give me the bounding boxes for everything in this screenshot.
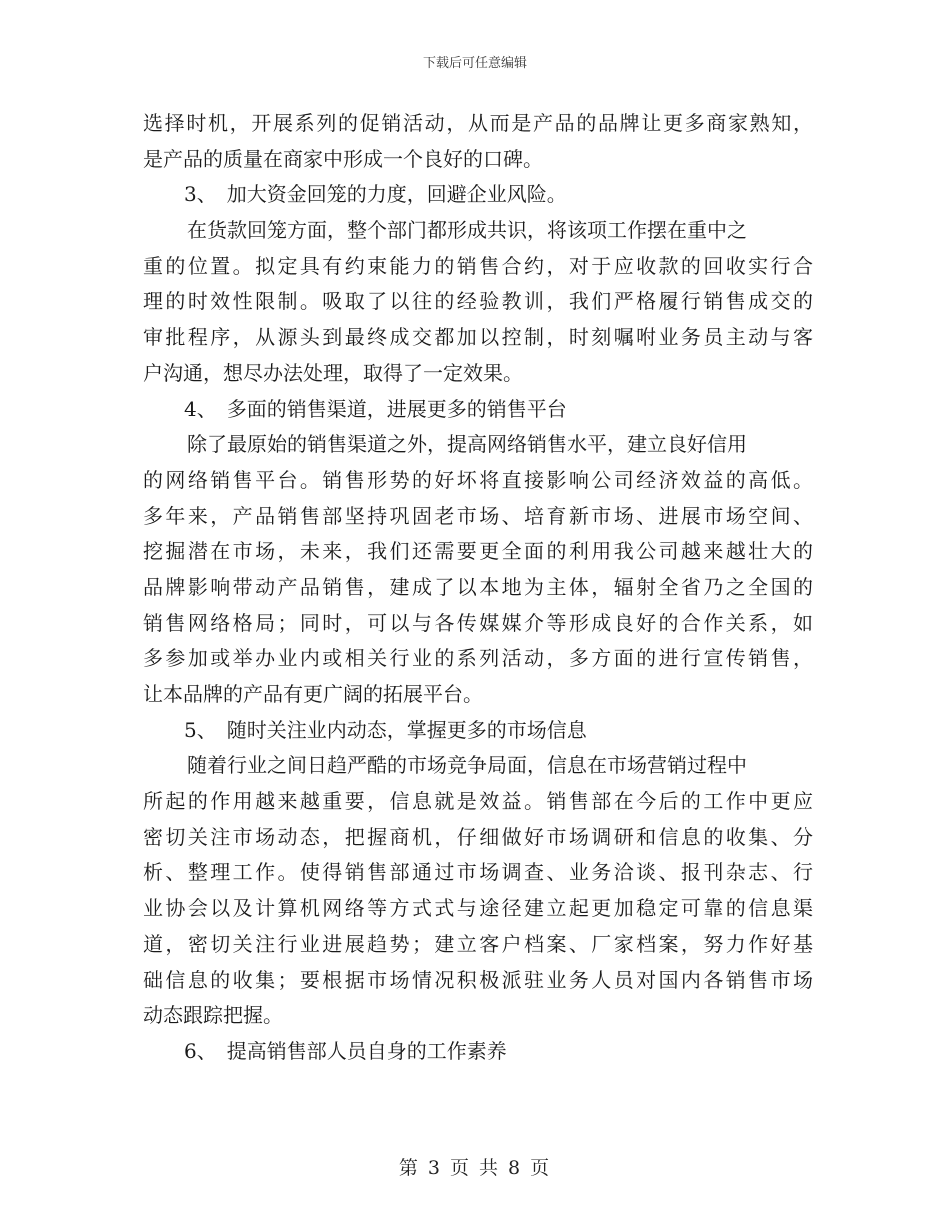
text-line: 多参加或举办业内或相关行业的系列活动，多方面的进行宣传销售， (143, 646, 813, 671)
document-body (143, 106, 813, 1070)
text-line: 在货款回笼方面，整个部门都形成共识，将该项工作摆在重中之 (187, 218, 747, 243)
text-line: 所起的作用越来越重要，信息就是效益。销售部在今后的工作中更应 (143, 789, 813, 814)
text-line: 挖掘潜在市场，未来，我们还需要更全面的利用我公司越来越壮大的 (143, 539, 813, 564)
text-line: 动态跟踪把握。 (143, 1003, 283, 1028)
text-line: 审批程序，从源头到最终成交都加以控制，时刻嘱咐业务员主动与客 (143, 325, 813, 350)
text-line: 道，密切关注行业进展趋势；建立客户档案、厂家档案，努力作好基 (143, 931, 813, 956)
text-line: 除了最原始的销售渠道之外，提高网络销售水平，建立良好信用 (187, 432, 747, 457)
text-line: 的网络销售平台。销售形势的好坏将直接影响公司经济效益的高低。 (143, 467, 813, 492)
page-footer: 第 3 页 共 8 页 (398, 1157, 552, 1179)
section-heading: 4、 多面的销售渠道，进展更多的销售平台 (184, 396, 567, 421)
text-line: 密切关注市场动态，把握商机，仔细做好市场调研和信息的收集、分 (143, 824, 813, 849)
text-line: 业协会以及计算机网络等方式式与途径建立起更加稳定可靠的信息渠 (143, 896, 813, 921)
text-line: 销售网络格局；同时，可以与各传媒媒介等形成良好的合作关系，如 (143, 610, 813, 635)
text-line: 选择时机，开展系列的促销活动，从而是产品的品牌让更多商家熟知， (143, 111, 813, 135)
page-header: 下载后可任意编辑 (422, 56, 527, 71)
text-line: 础信息的收集；要根据市场情况积极派驻业务人员对国内各销售市场 (143, 967, 813, 992)
text-line: 品牌影响带动产品销售，建成了以本地为主体，辐射全省乃之全国的 (143, 574, 813, 599)
text-line: 理的时效性限制。吸取了以往的经验教训，我们严格履行销售成交的 (143, 289, 813, 314)
text-line: 户沟通，想尽办法处理，取得了一定效果。 (143, 360, 523, 385)
text-line: 是产品的质量在商家中形成一个良好的口碑。 (143, 146, 543, 171)
section-heading: 5、 随时关注业内动态，掌握更多的市场信息 (184, 717, 587, 742)
section-heading: 6、 提高销售部人员自身的工作素养 (184, 1038, 507, 1063)
text-line: 多年来，产品销售部坚持巩固老市场、培育新市场、进展市场空间、 (143, 503, 813, 528)
text-line: 析、整理工作。使得销售部通过市场调查、业务洽谈、报刊杂志、行 (143, 860, 813, 885)
section-heading: 3、 加大资金回笼的力度，回避企业风险。 (184, 182, 567, 207)
text-line: 重的位置。拟定具有约束能力的销售合约，对于应收款的回收实行合 (143, 253, 813, 278)
text-line: 让本品牌的产品有更广阔的拓展平台。 (143, 682, 483, 706)
text-line: 随着行业之间日趋严酷的市场竞争局面，信息在市场营销过程中 (187, 753, 747, 778)
